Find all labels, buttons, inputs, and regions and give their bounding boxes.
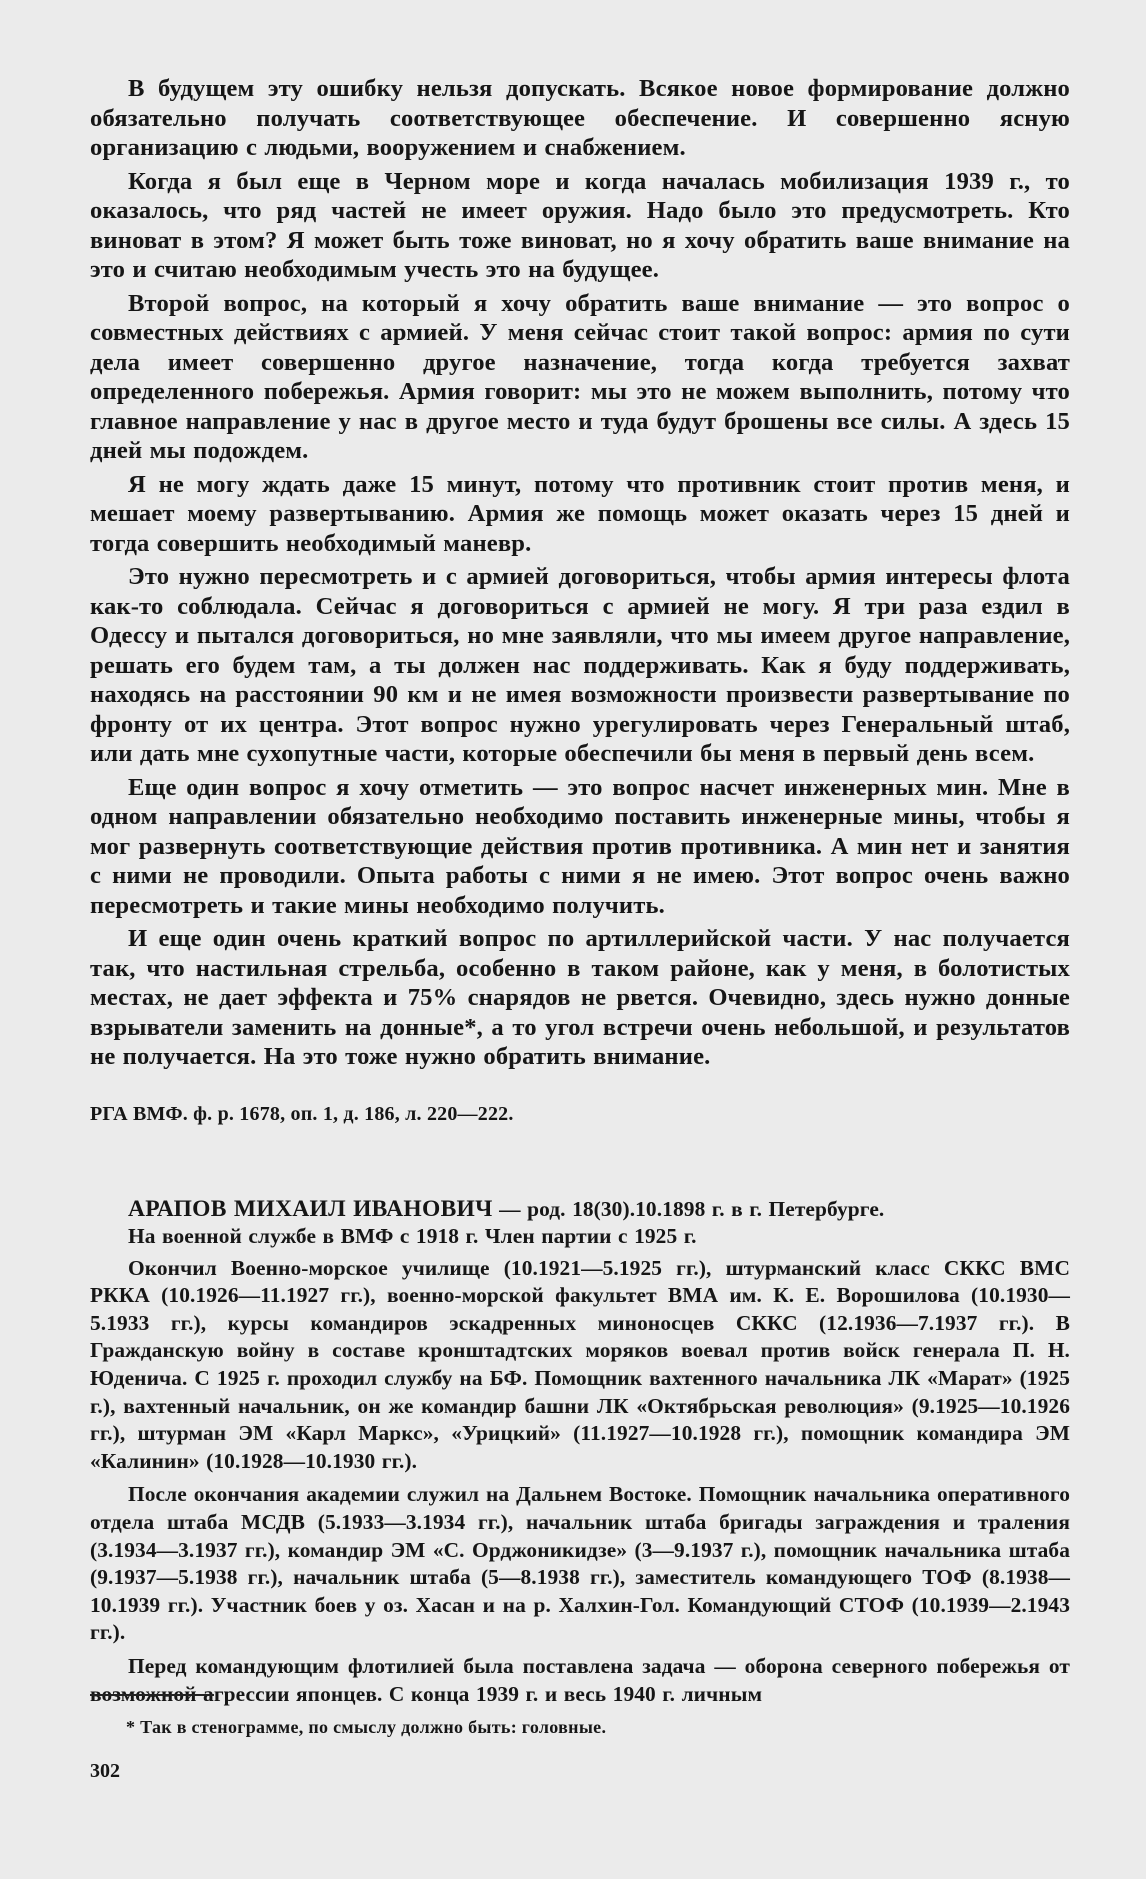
archive-source: РГА ВМФ. ф. р. 1678, оп. 1, д. 186, л. 220—222. xyxy=(90,1102,514,1125)
bio-heading xyxy=(90,1196,1070,1224)
speech-paragraph-2: Когда я был еще в Черном море и когда началась мобилизация 1939 г., то оказалось, что ряд частей не имеет оружия. Надо было это предусмотреть. Кто виноват в этом? Я может быть тоже виноват, но я хочу обратить ваше внимание на это и считаю необходимым учесть это на будущее. xyxy=(90,167,1070,283)
bio-paragraph-1: Окончил Военно-морское училище (10.1921—5.1925 гг.), штурманский класс СККС ВМС РККА (10.1926—11.1927 гг.), военно-морской факультет ВМА им. К. Е. Ворошилова (10.1930—5.1933 гг.), курсы командиров эскадренных миноносцев СККС (12.1936—7.1937 гг.). В Гражданскую войну в составе кронштадтских моряков воевал против войск генерала П. Н. Юденича. С 1925 г. проходил службу на БФ. Помощник вахтенного начальника ЛК «Марат» (1925 г.), вахтенный начальник, он же командир башни ЛК «Октябрьская революция» (9.1925—10.1926 гг.), штурман ЭМ «Карл Маркс», «Урицкий» (11.1927—10.1928 гг.), помощник командира ЭМ «Калинин» (10.1928—10.1930 гг.). xyxy=(90,1255,1070,1473)
speech-paragraph-6: Еще один вопрос я хочу отметить — это вопрос насчет инженерных мин. Мне в одном направлении обязательно необходимо поставить инженерные мины, чтобы я мог развернуть соответствующие действия против противника. А мин нет и занятия с ними не проводили. Опыта работы с ними я не имею. Этот вопрос очень важно пересмотреть и такие мины необходимо получить. xyxy=(90,773,1070,919)
bio-name: АРАПОВ МИХАИЛ ИВАНОВИЧ xyxy=(128,1195,493,1222)
page-number: 302 xyxy=(90,1760,120,1782)
footnote-divider xyxy=(90,1694,214,1696)
biography xyxy=(90,1196,1070,1709)
speech-paragraph-7: И еще один очень краткий вопрос по артиллерийской части. У нас получается так, что настильная стрельба, особенно в таком районе, как у меня, в болотистых местах, не дает эффекта и 75% снарядов не рвется. Очевидно, здесь нужно донные взрыватели заменить на донные*, а то угол встречи очень небольшой, и результатов не получается. На это тоже нужно обратить внимание. xyxy=(90,925,1070,1070)
bio-paragraph-3: Перед командующим флотилией была поставлена задача — оборона северного побережья от возможной агрессии японцев. С конца 1939 г. и весь 1940 г. личным xyxy=(90,1654,1070,1706)
speech-paragraph-5: Это нужно пересмотреть и с армией договориться, чтобы армия интересы флота как-то соблюдала. Сейчас я договориться с армией не могу. Я три раза ездил в Одессу и пытался договориться, но мне заявляли, что мы имеем другое направление, решать его будем там, а ты должен нас поддерживать. Как я буду поддерживать, находясь на расстоянии 90 км и не имея возможности произвести развертывание по фронту от их центра. Этот вопрос нужно урегулировать через Генеральный штаб, или дать мне сухопутные части, которые обеспечили бы меня в первый день всем. xyxy=(90,563,1070,767)
footnote: * Так в стенограмме, по смыслу должно быть: головные. xyxy=(126,1717,607,1737)
document-page xyxy=(90,74,1070,1854)
bio-service: На военной службе в ВМФ с 1918 г. Член партии с 1925 г. xyxy=(128,1224,697,1249)
bio-paragraph-2: После окончания академии служил на Дальнем Востоке. Помощник начальника оперативного отдела штаба МСДВ (5.1933—3.1934 гг.), начальник штаба бригады заграждения и траления (3.1934—3.1937 гг.), командир ЭМ «С. Орджоникидзе» (3—9.1937 г.), помощник начальника штаба (9.1937—5.1938 гг.), начальник штаба (5—8.1938 гг.), заместитель командующего ТОФ (8.1938—10.1939 гг.). Участник боев у оз. Хасан и на р. Халхин-Гол. Командующий СТОФ (10.1939—2.1943 гг.). xyxy=(90,1482,1070,1645)
speech-paragraph-1: В будущем эту ошибку нельзя допускать. Всякое новое формирование должно обязательно получать соответствующее обеспечение. И совершенно ясную организацию с людьми, вооружением и снабжением. xyxy=(90,75,1070,161)
speech-text xyxy=(90,74,1070,1072)
speech-paragraph-4: Я не могу ждать даже 15 минут, потому что противник стоит против меня, и мешает моему развертыванию. Армия же помощь может оказать через 15 дней и тогда совершить необходимый маневр. xyxy=(90,470,1070,557)
bio-birth: — род. 18(30).10.1898 г. в г. Петербурге. xyxy=(492,1196,885,1221)
speech-paragraph-3: Второй вопрос, на который я хочу обратить ваше внимание — это вопрос о совместных действиях с армией. У меня сейчас стоит такой вопрос: армия по сути дела имеет совершенно другое назначение, тогда когда требуется захват определенного побережья. Армия говорит: мы это не можем выполнить, потому что главное направление у нас в другое место и туда будут брошены все силы. А здесь 15 дней мы подождем. xyxy=(90,289,1070,464)
